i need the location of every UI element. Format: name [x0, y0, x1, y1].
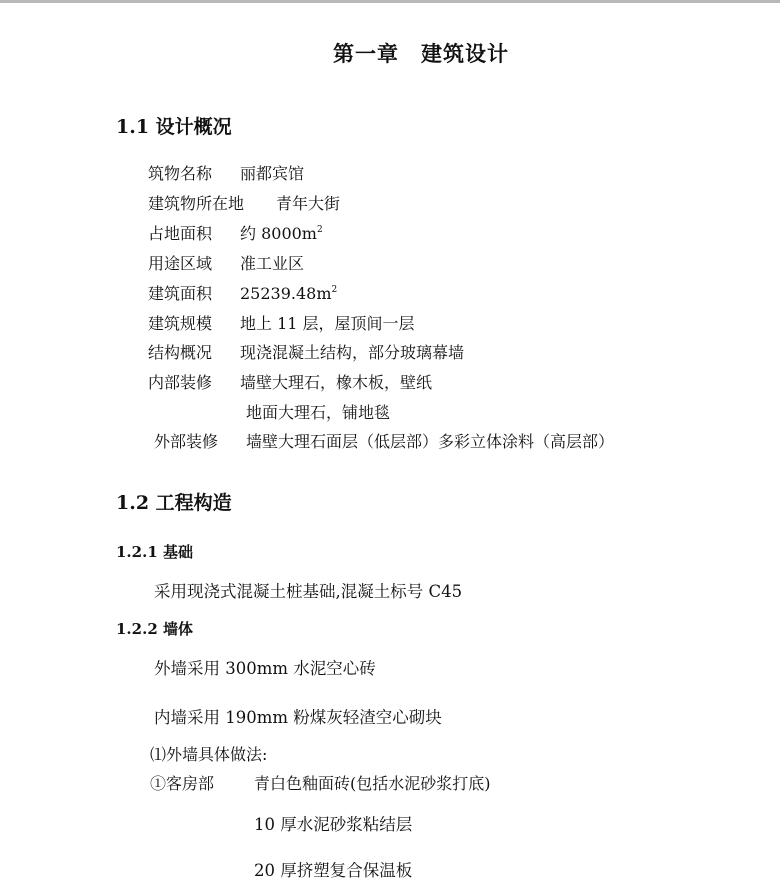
subsection-title-1-2-2: 1.2.2 墙体: [116, 620, 193, 638]
row-label: 建筑面积: [148, 284, 213, 303]
row-label: 结构概况: [148, 343, 213, 362]
row-value: 准工业区: [240, 254, 305, 273]
overview-row: [148, 221, 323, 244]
superscript: 2: [331, 285, 338, 295]
top-border-line: [0, 0, 780, 3]
row-label: 占地面积: [148, 224, 213, 243]
guest-room-label: ①客房部: [150, 774, 215, 793]
row-label: 建筑规模: [148, 314, 213, 333]
row-label: 外部装修: [154, 432, 219, 451]
row-label: 内部装修: [148, 373, 213, 392]
wall-layer: 青白色釉面砖(包括水泥砂浆打底): [254, 774, 491, 793]
superscript: 2: [316, 225, 323, 235]
row-value: 25239.48m: [240, 284, 332, 303]
overview-row: [246, 400, 390, 423]
row-label: 用途区域: [148, 254, 213, 273]
row-label: 建筑物所在地: [148, 194, 245, 213]
overview-row: [148, 161, 304, 184]
row-value: 青年大街: [276, 194, 341, 213]
inner-wall-text: 内墙采用 190mm 粉煤灰轻渣空心砌块: [154, 708, 442, 727]
overview-row: [148, 251, 304, 274]
row-value: 现浇混凝土结构，部分玻璃幕墙: [240, 343, 465, 362]
outer-wall-text: 外墙采用 300mm 水泥空心砖: [154, 659, 376, 678]
chapter-title: 第一章 建筑设计: [333, 41, 509, 66]
subsection-title-1-2-1: 1.2.1 基础: [116, 543, 193, 561]
foundation-text: 采用现浇式混凝土桩基础,混凝土标号 C45: [154, 582, 463, 601]
overview-row: [148, 311, 415, 334]
row-value: 地面大理石，铺地毯: [246, 403, 391, 422]
guest-room-row: [150, 771, 491, 794]
row-value: 丽都宾馆: [240, 164, 305, 183]
row-value: 墙壁大理石面层（低层部）多彩立体涂料（高层部）: [246, 432, 615, 451]
section-title-1-1: 1.1 设计概况: [116, 116, 232, 138]
section-title-1-2: 1.2 工程构造: [116, 492, 232, 514]
overview-row: [148, 370, 432, 393]
method-title: ⑴外墙具体做法:: [150, 745, 268, 764]
overview-row: [154, 429, 614, 452]
overview-row: [148, 281, 337, 304]
overview-row: [148, 191, 340, 214]
wall-layer: 10 厚水泥砂浆粘结层: [254, 815, 413, 834]
wall-layer: 20 厚挤塑复合保温板: [254, 861, 413, 880]
row-value: 墙壁大理石，橡木板，壁纸: [240, 373, 433, 392]
row-label: 筑物名称: [148, 164, 213, 183]
row-value: 约 8000m: [240, 224, 317, 243]
overview-row: [148, 340, 464, 363]
row-value: 地上 11 层，屋顶间一层: [240, 314, 415, 333]
